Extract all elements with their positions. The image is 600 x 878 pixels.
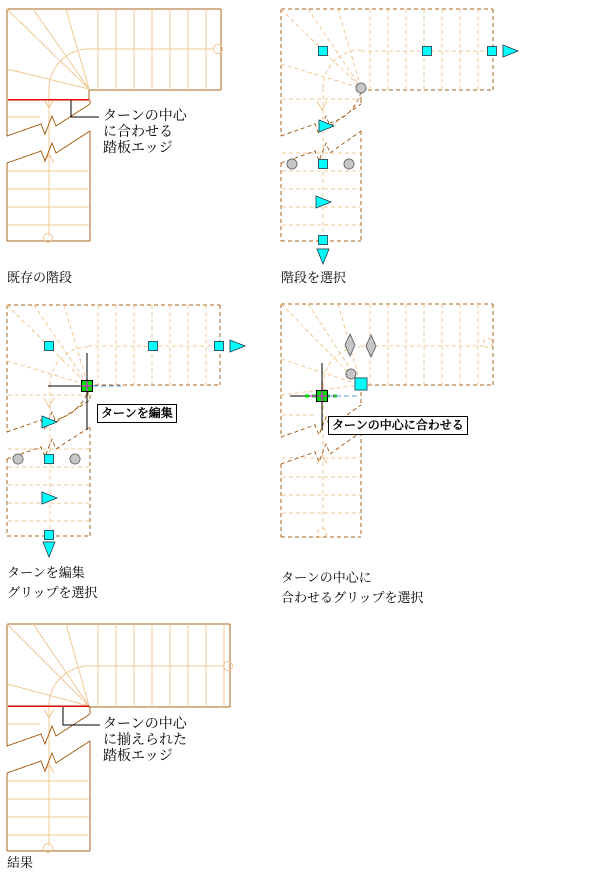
circle-grip[interactable]: [287, 159, 297, 169]
diamond-grip[interactable]: [345, 334, 355, 356]
triangle-down-grip[interactable]: [43, 542, 55, 557]
caption-line: ターンを編集: [7, 566, 85, 581]
annotation-line: ターンの中心: [103, 716, 187, 732]
annotation-line: ターンの中心: [103, 108, 187, 124]
stair-drawing-align-center-grip: [281, 304, 493, 538]
align-center-grip-tooltip: ターンの中心に合わせる: [328, 416, 468, 435]
circle-grip[interactable]: [13, 454, 23, 464]
triangle-right-grip[interactable]: [316, 196, 331, 208]
circle-grip[interactable]: [344, 159, 354, 169]
caption-line: 既存の階段: [7, 271, 73, 286]
stair-drawing-existing-stair: [7, 9, 223, 243]
annotation-line: に合わせる: [103, 124, 173, 140]
square-grip[interactable]: [215, 342, 224, 351]
circle-grip[interactable]: [356, 83, 366, 93]
hover-square-grip[interactable]: [317, 391, 328, 402]
stair-drawing-result: [7, 624, 233, 853]
square-grip[interactable]: [45, 342, 54, 351]
annotation-line: 踏板エッジ: [103, 748, 173, 764]
diamond-grip[interactable]: [366, 335, 376, 357]
triangle-down-grip[interactable]: [317, 249, 329, 264]
caption-line: ターンの中心に: [281, 571, 372, 586]
caption-line: 合わせるグリップを選択: [281, 591, 424, 606]
square-grip[interactable]: [423, 47, 432, 56]
square-grip[interactable]: [488, 47, 497, 56]
stair-drawing-edit-turn-grip: [7, 305, 220, 536]
square-grip[interactable]: [319, 160, 328, 169]
square-grip[interactable]: [319, 47, 328, 56]
stair-drawing-select-stair: [281, 9, 493, 241]
square-grip[interactable]: [45, 455, 54, 464]
hover-square-grip[interactable]: [82, 381, 93, 392]
square-grip[interactable]: [45, 531, 54, 540]
annotation-line: 踏板エッジ: [103, 140, 173, 156]
caption-line: 結果: [7, 856, 34, 871]
annotation-line: に揃えられた: [103, 732, 187, 748]
triangle-right-grip[interactable]: [503, 45, 518, 57]
edit-turn-grip-tooltip: ターンを編集: [97, 404, 177, 423]
triangle-right-grip[interactable]: [319, 120, 334, 132]
square-grip[interactable]: [319, 236, 328, 245]
caption-line: 階段を選択: [281, 271, 347, 286]
square-grip[interactable]: [149, 342, 158, 351]
circle-grip[interactable]: [70, 454, 80, 464]
corner-square-grip[interactable]: [355, 378, 367, 390]
caption-line: グリップを選択: [7, 586, 98, 601]
triangle-right-grip[interactable]: [230, 340, 245, 352]
